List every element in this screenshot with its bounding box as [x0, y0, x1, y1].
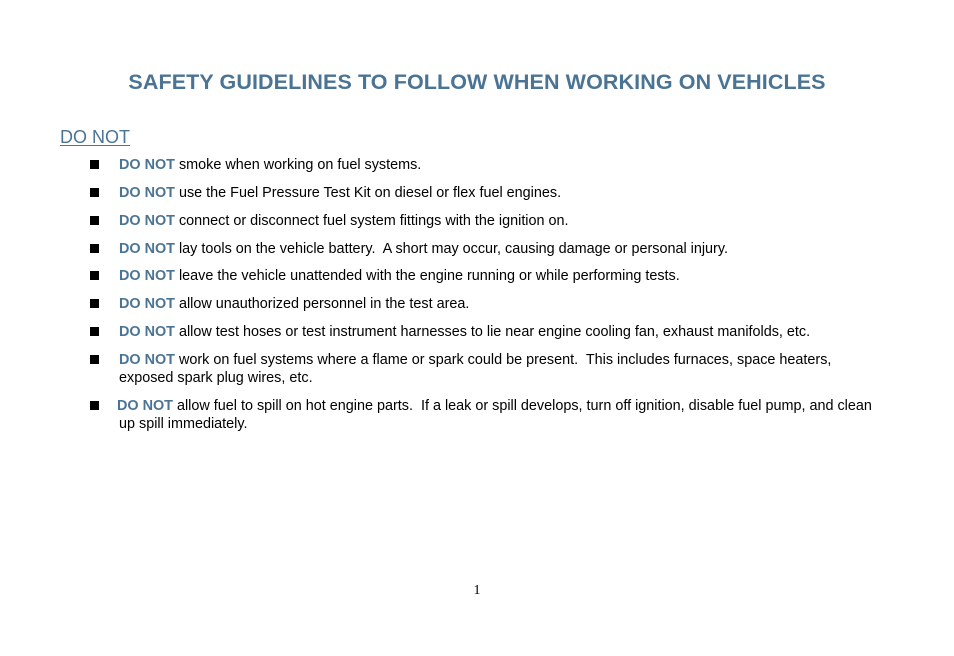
list-item-text: [119, 212, 889, 230]
page-number: 1: [473, 583, 481, 598]
square-bullet-icon: [90, 401, 99, 410]
square-bullet-icon: [90, 244, 99, 253]
square-bullet-icon: [90, 271, 99, 280]
item-body: smoke when working on fuel systems.: [174, 157, 422, 173]
do-not-label: DO NOT: [119, 185, 175, 201]
list-item-text: [119, 184, 889, 202]
square-bullet-icon: [90, 160, 99, 169]
item-body: work on fuel systems where a flame or spark could be present. This includes furnaces, space heaters, exposed spark plug wires, etc.: [119, 352, 836, 386]
square-bullet-icon: [90, 299, 99, 308]
square-bullet-icon: [90, 327, 99, 336]
do-not-label: DO NOT: [117, 398, 173, 414]
item-body: allow test hoses or test instrument harnesses to lie near engine cooling fan, exhaust manifolds, etc.: [174, 324, 811, 340]
do-not-label: DO NOT: [119, 324, 175, 340]
do-not-label: DO NOT: [119, 352, 175, 368]
list-item-text: [119, 323, 889, 341]
item-body: leave the vehicle unattended with the engine running or while performing tests.: [174, 268, 680, 284]
item-body: allow unauthorized personnel in the test area.: [174, 296, 470, 312]
item-body: lay tools on the vehicle battery. A short may occur, causing damage or personal injury.: [174, 241, 728, 257]
page-title: SAFETY GUIDELINES TO FOLLOW WHEN WORKING ON VEHICLES: [128, 70, 826, 94]
item-body: use the Fuel Pressure Test Kit on diesel or flex fuel engines.: [174, 185, 562, 201]
section-heading: DO NOT: [60, 127, 130, 147]
do-not-label: DO NOT: [119, 268, 175, 284]
list-item-text: [119, 295, 889, 313]
item-body: allow fuel to spill on hot engine parts. If a leak or spill develops, turn off ignition, disable fuel pump, and clean up spill immediately.: [119, 398, 876, 432]
do-not-label: DO NOT: [119, 157, 175, 173]
item-body: connect or disconnect fuel system fittings with the ignition on.: [174, 213, 569, 229]
square-bullet-icon: [90, 355, 99, 364]
do-not-label: DO NOT: [119, 296, 175, 312]
do-not-label: DO NOT: [119, 241, 175, 257]
do-not-label: DO NOT: [119, 213, 175, 229]
list-item-text: [119, 156, 889, 174]
square-bullet-icon: [90, 216, 99, 225]
list-item-text: [119, 397, 889, 433]
square-bullet-icon: [90, 188, 99, 197]
list-item-text: [119, 267, 889, 285]
list-item-text: [119, 240, 889, 258]
list-item-text: [119, 351, 889, 387]
